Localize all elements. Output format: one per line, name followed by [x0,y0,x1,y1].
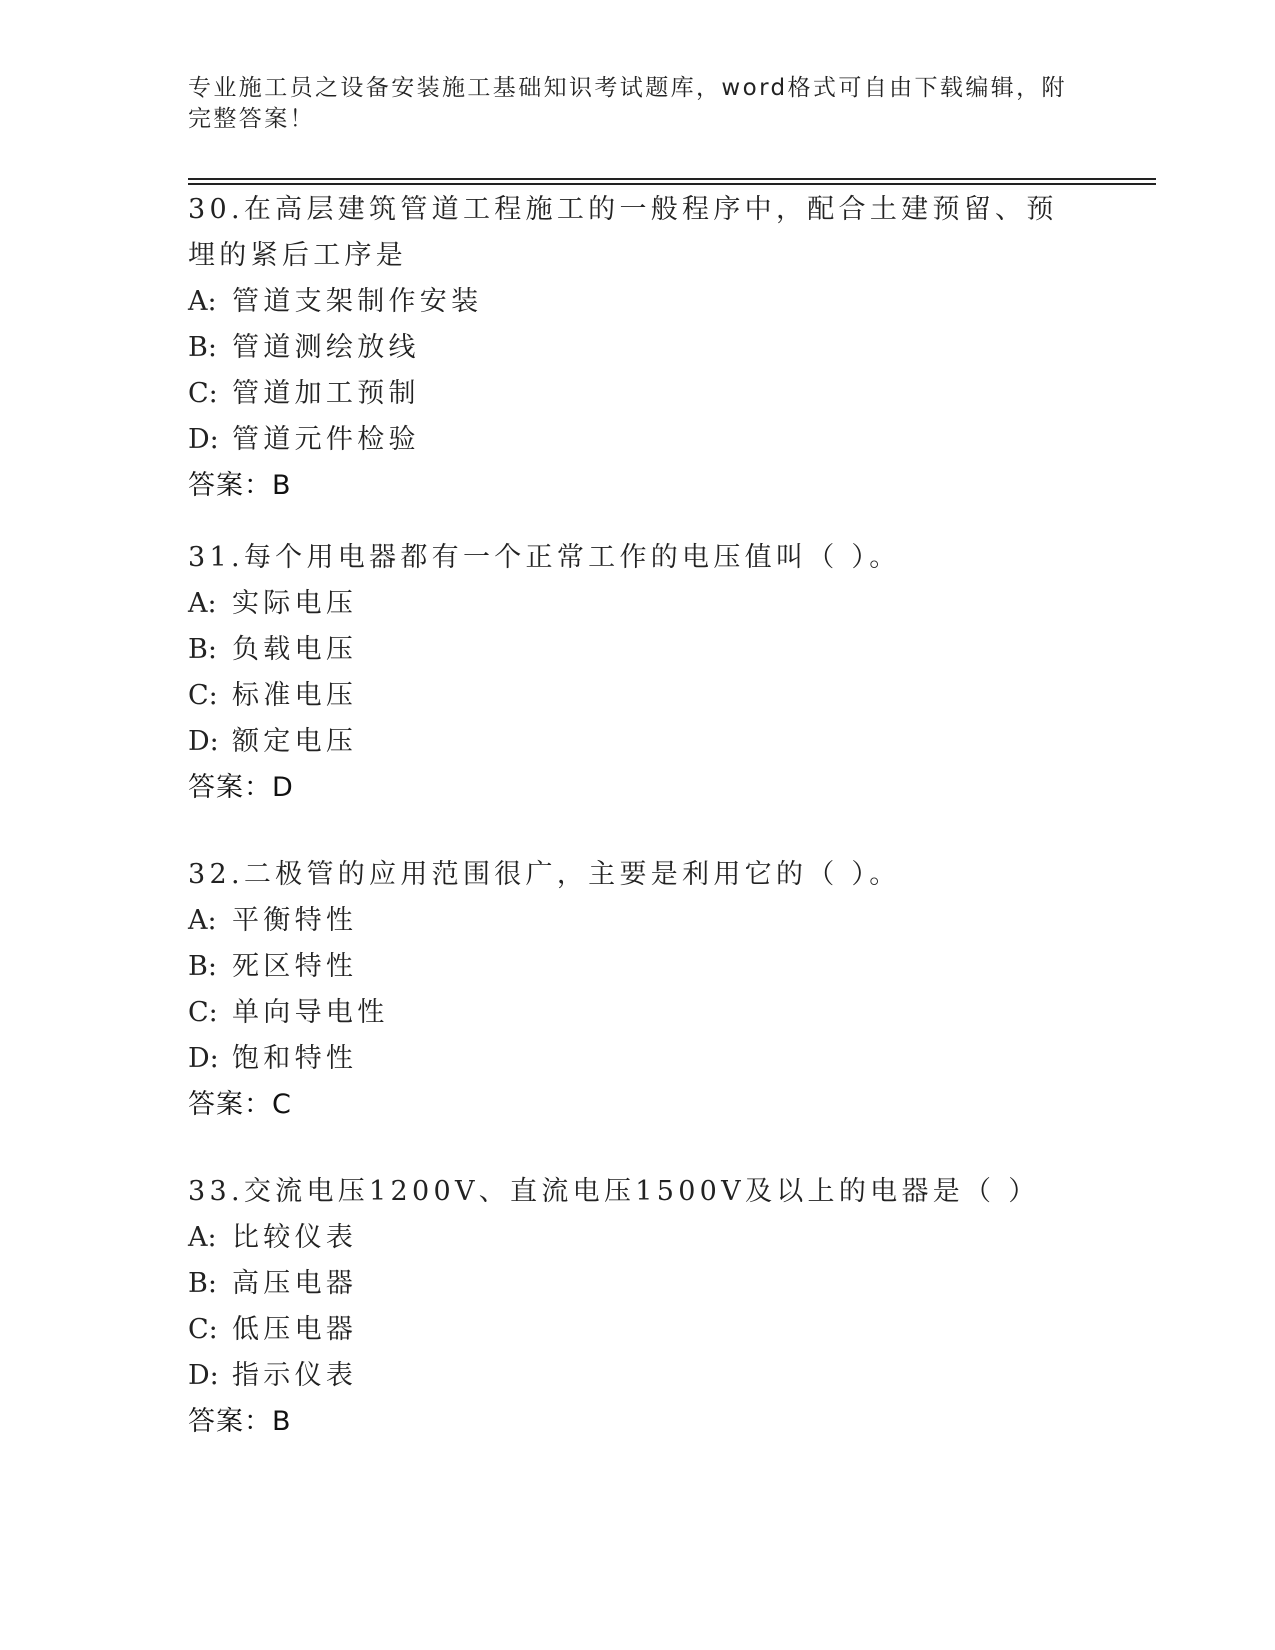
answer-line: 答案：B [188,1406,292,1437]
option-c [188,990,1088,1036]
option-text: 管道元件检验 [232,424,420,455]
option-text: 负载电压 [232,634,358,665]
question-stem: 33.交流电压1200V、直流电压1500V及以上的电器是（ ） [188,1176,1040,1207]
header-divider-bottom [188,183,1156,185]
option-key: A: [188,286,217,317]
option-text: 饱和特性 [232,1043,358,1074]
option-text: 管道支架制作安装 [232,286,483,317]
option-key: B: [188,634,217,665]
option-key: C: [188,997,218,1028]
option-key: C: [188,378,218,409]
option-b [188,944,1088,990]
option-text: 指示仪表 [232,1360,358,1391]
option-text: 标准电压 [232,680,358,711]
option-b [188,325,1088,371]
option-text: 低压电器 [232,1314,358,1345]
answer-line: 答案：D [188,772,294,803]
answer-line: 答案：B [188,470,292,501]
option-key: B: [188,332,217,363]
option-text: 额定电压 [232,726,358,757]
option-b [188,627,1088,673]
option-a [188,1215,1088,1261]
option-d [188,417,1088,463]
option-text: 管道测绘放线 [232,332,420,363]
question-30 [188,187,1088,509]
question-32 [188,852,1088,1128]
option-a [188,581,1088,627]
question-31 [188,535,1088,811]
option-text: 死区特性 [232,951,358,982]
option-a [188,279,1088,325]
option-text: 比较仪表 [232,1222,358,1253]
option-key: B: [188,951,217,982]
option-c [188,1307,1088,1353]
question-stem: 31.每个用电器都有一个正常工作的电压值叫（ ）。 [188,542,901,573]
option-key: D: [188,1043,219,1074]
option-text: 管道加工预制 [232,378,420,409]
option-key: A: [188,905,217,936]
option-a [188,898,1088,944]
option-key: B: [188,1268,217,1299]
option-text: 单向导电性 [232,997,389,1028]
option-b [188,1261,1088,1307]
option-key: D: [188,424,219,455]
option-text: 实际电压 [232,588,358,619]
option-c [188,673,1088,719]
question-33 [188,1169,1088,1445]
option-text: 高压电器 [232,1268,358,1299]
question-stem: 32.二极管的应用范围很广，主要是利用它的（ ）。 [188,859,901,890]
option-key: D: [188,1360,219,1391]
option-text: 平衡特性 [232,905,358,936]
option-d [188,1353,1088,1399]
header-divider-top [188,178,1156,180]
option-key: A: [188,1222,217,1253]
option-key: C: [188,680,218,711]
answer-line: 答案：C [188,1089,292,1120]
document-header: 专业施工员之设备安装施工基础知识考试题库，word格式可自由下载编辑，附完整答案！ [188,75,1067,132]
option-d [188,719,1088,765]
option-key: D: [188,726,219,757]
option-key: C: [188,1314,218,1345]
question-stem: 30.在高层建筑管道工程施工的一般程序中，配合土建预留、预埋的紧后工序是 [188,194,1058,271]
option-c [188,371,1088,417]
option-key: A: [188,588,217,619]
option-d [188,1036,1088,1082]
